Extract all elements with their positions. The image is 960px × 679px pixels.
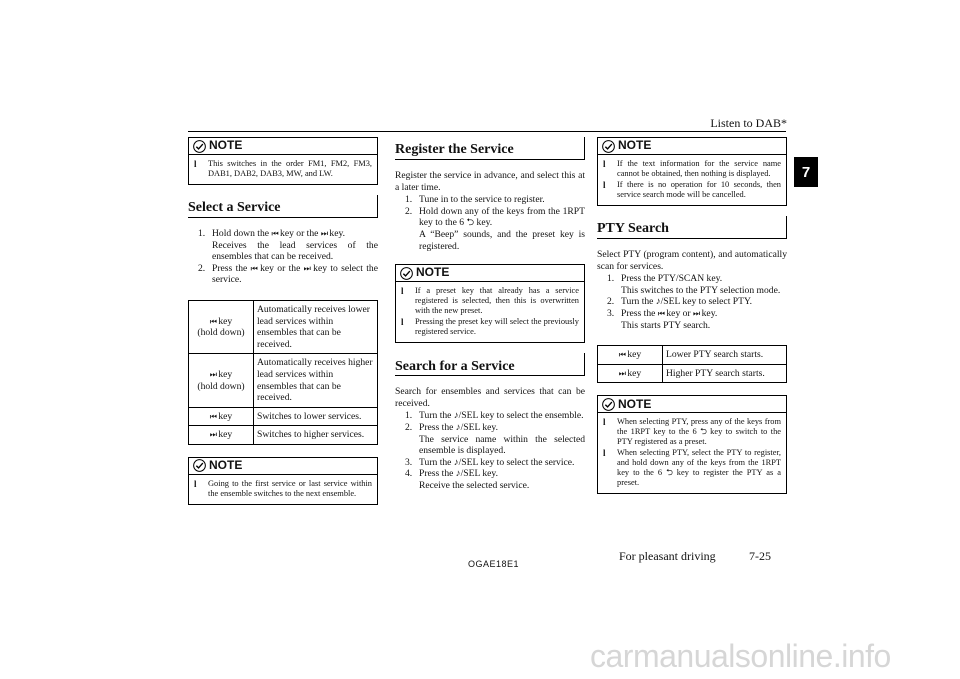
step-description: A “Beep” sounds, and the preset key is registered. [419,228,585,252]
note-body [598,155,786,205]
key-cell: ⏭ key [189,426,254,445]
document-code: OGAE18E1 [468,559,520,569]
watermark: carmanualsonline.info [590,638,891,674]
step-description: Receive the selected service. [419,479,530,491]
paragraph: Register the service in advance, and select this at a later time. [395,170,585,193]
bullet-icon: l [401,317,404,328]
note-box [597,395,787,494]
note-header [396,265,584,282]
previous-key-icon: ⏮ [209,411,216,421]
chapter-tab[interactable]: 7 [794,157,818,187]
step: 1. Hold down the ⏮ key or the ⏭ key. [198,228,346,239]
step: 2. Press the ♪/SEL key. [405,421,498,433]
desc-cell: Switches to lower services. [254,407,378,426]
table-row [189,426,378,445]
note-box [188,457,378,505]
return-key-icon: ⮌ [666,468,673,478]
next-key-icon: ⏭ [209,430,216,440]
bullet-icon: l [603,417,606,428]
desc-cell: Lower PTY search starts. [663,346,787,365]
step: 2. Press the ⏮ key or the ⏭ key to select the service. [198,262,378,286]
desc-cell: Higher PTY search starts. [663,364,787,383]
bullet-icon: l [603,180,606,190]
section-heading [395,353,585,376]
key-cell: ⏮ key [598,346,663,365]
step: 1. Press the PTY/SCAN key. [607,273,723,285]
note-title: NOTE [618,138,652,153]
return-key-icon: ⮌ [700,427,707,437]
note-title: NOTE [209,458,243,473]
tune-knob-icon: ♪ [655,296,661,308]
note-body [189,155,377,184]
note-item: l When selecting PTY, select the PTY to register, and hold down any of the keys from the 1RPT key to the 6 ⮌ key to register the PTY as a preset. [603,448,781,488]
tune-knob-icon: ♪ [453,410,459,422]
key-cell: ⏮ key [189,407,254,426]
section-heading [597,216,787,239]
step: 1. Tune in to the service to register. [405,194,545,206]
table-row [189,407,378,426]
desc-cell: Switches to higher services. [254,426,378,445]
section-heading [188,195,378,218]
note-item: l This switches in the order FM1, FM2, FM3, DAB1, DAB2, DAB3, MW, and LW. [194,159,372,178]
key-function-table [188,300,378,445]
tune-knob-icon: ♪ [455,421,461,433]
table-row [189,354,378,407]
note-header [189,458,377,475]
note-box [597,137,787,206]
section-title: Search for a Service [395,358,515,374]
return-key-icon: ⮌ [466,217,475,229]
section-heading [395,137,585,160]
step-description: This starts PTY search. [621,319,711,331]
previous-key-icon: ⏮ [209,316,216,326]
bullet-icon: l [194,159,197,169]
note-check-icon [400,267,413,280]
column-3 [597,137,787,504]
step-description: Receives the lead services of the ensembles that can be received. [212,239,378,263]
table-row [189,300,378,353]
note-header [598,138,786,155]
desc-cell: Automatically receives lower lead services within ensembles that can be received. [254,300,378,353]
note-header [598,396,786,413]
table-row [598,364,787,383]
note-box [188,137,378,185]
section-title: Select a Service [188,200,281,216]
column-2 [395,137,585,492]
page-number: 7-25 [749,549,771,563]
header-rule [188,131,786,132]
table-row [598,346,787,365]
note-body [598,413,786,493]
previous-key-icon: ⏮ [271,229,278,238]
previous-key-icon: ⏮ [618,350,625,360]
note-box [395,264,585,343]
note-item: l If a preset key that already has a service registered is selected, then this is overwritten with the new preset. [401,286,579,316]
section-title: Register the Service [395,142,514,158]
desc-cell: Automatically receives higher lead services within ensembles that can be received. [254,354,378,407]
step: 3. Press the ⏮ key or ⏭ key. [607,307,718,319]
note-item: l If there is no operation for 10 seconds, then service search mode will be cancelled. [603,180,781,199]
note-item: l Pressing the preset key will select the previously registered service. [401,317,579,337]
note-header [189,138,377,155]
bullet-icon: l [194,478,197,489]
note-check-icon [193,140,206,153]
note-check-icon [602,140,615,153]
next-key-icon: ⏭ [693,308,700,318]
paragraph: Select PTY (program content), and automatically scan for services. [597,249,787,272]
note-title: NOTE [209,138,243,153]
note-title: NOTE [618,396,652,411]
step: 1. Turn the ♪/SEL key to select the ensemble. [405,410,584,422]
previous-key-icon: ⏮ [250,263,257,273]
bullet-icon: l [401,286,404,297]
note-title: NOTE [416,265,450,280]
step-description: The service name within the selected ensemble is displayed. [419,433,585,457]
footer-chapter: For pleasant driving [619,549,716,563]
previous-key-icon: ⏮ [657,308,664,318]
next-key-icon: ⏭ [303,263,310,273]
next-key-icon: ⏭ [209,369,216,379]
tune-knob-icon: ♪ [453,456,459,468]
note-item: l When selecting PTY, press any of the keys from the 1RPT key to the 6 ⮌ key to switch to the PTY registered as a preset. [603,417,782,447]
note-check-icon [602,398,615,411]
step: 2. Hold down any of the keys from the 1RPT key to the 6 ⮌ key. [405,205,585,229]
note-body [396,282,584,342]
bullet-icon: l [603,159,606,169]
note-item: l Going to the first service or last service within the ensemble switches to the next ensemble. [194,478,372,498]
step: 3. Turn the ♪/SEL key to select the service. [405,456,575,468]
column-1 [188,137,378,515]
section-title: PTY Search [597,221,669,237]
next-key-icon: ⏭ [320,229,328,238]
key-cell: ⏭ key (hold down) [189,354,254,407]
step: 4. Press the ♪/SEL key. [405,468,498,480]
running-header: Listen to DAB* [710,116,787,130]
paragraph: Search for ensembles and services that can be received. [395,386,585,409]
note-item: l If the text information for the service name cannot be obtained, then nothing is displayed. [603,159,781,178]
key-cell: ⏭ key [598,364,663,383]
pty-key-table [597,345,787,383]
note-check-icon [193,459,206,472]
note-body [189,475,377,504]
bullet-icon: l [603,448,606,459]
tune-knob-icon: ♪ [455,468,461,480]
step: 2. Turn the ♪/SEL key to select PTY. [607,296,753,308]
key-cell: ⏮ key (hold down) [189,300,254,353]
step-description: This switches to the PTY selection mode. [621,284,781,296]
next-key-icon: ⏭ [618,368,625,378]
